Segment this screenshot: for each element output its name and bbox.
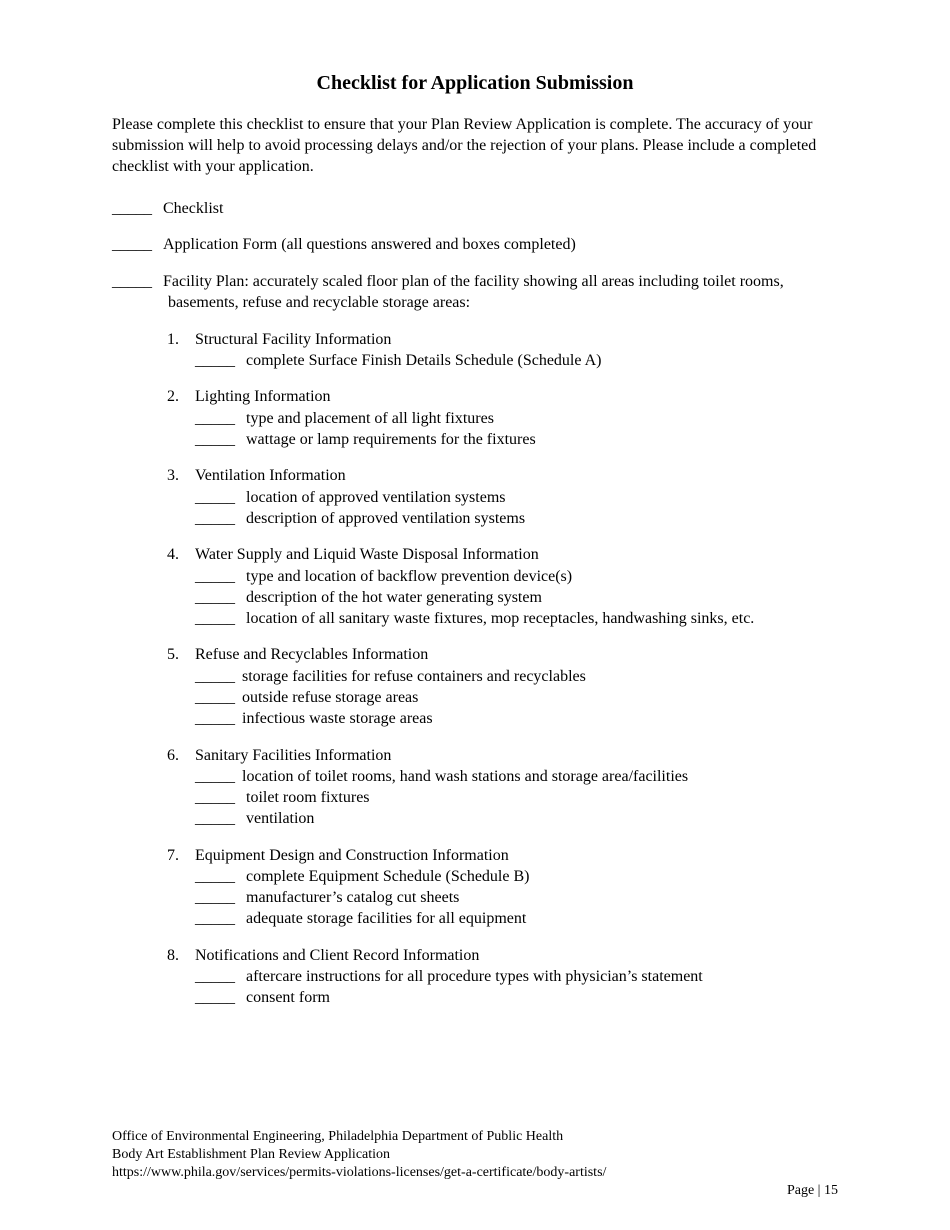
- section-heading: Equipment Design and Construction Information: [195, 847, 509, 864]
- sub-item-label: wattage or lamp requirements for the fixtures: [246, 431, 536, 448]
- sub-item-label: toilet room fixtures: [246, 789, 370, 806]
- page-number: Page | 15: [786, 1183, 838, 1198]
- sub-item-label: storage facilities for refuse containers and recyclables: [242, 668, 586, 685]
- sub-item-label: manufacturer’s catalog cut sheets: [246, 889, 460, 906]
- section-number: 1.: [167, 331, 179, 348]
- sub-item-label: location of all sanitary waste fixtures, mop receptacles, handwashing sinks, etc.: [246, 610, 755, 627]
- blank-line: _____: [195, 768, 235, 785]
- sub-item-label: aftercare instructions for all procedure types with physician’s statement: [246, 968, 703, 985]
- blank-line: _____: [195, 610, 235, 627]
- section-number: 3.: [167, 467, 179, 484]
- section-heading: Lighting Information: [195, 388, 331, 405]
- section-number: 8.: [167, 947, 179, 964]
- sub-item-label: ventilation: [246, 810, 315, 827]
- sub-item-label: complete Equipment Schedule (Schedule B): [246, 868, 530, 885]
- footer-office: Office of Environmental Engineering, Philadelphia Department of Public Health: [112, 1129, 564, 1144]
- section-heading: Water Supply and Liquid Waste Disposal Information: [195, 546, 539, 563]
- sub-item-label: outside refuse storage areas: [242, 689, 419, 706]
- section-heading: Structural Facility Information: [195, 331, 392, 348]
- sub-item-label: infectious waste storage areas: [242, 710, 433, 727]
- sub-item-label: description of the hot water generating system: [246, 589, 542, 606]
- section-heading: Notifications and Client Record Information: [195, 947, 480, 964]
- blank-line: _____: [195, 510, 235, 527]
- section-number: 5.: [167, 646, 179, 663]
- sub-item-label: location of toilet rooms, hand wash stations and storage area/facilities: [242, 768, 689, 785]
- blank-line: _____: [195, 868, 235, 885]
- section-number: 4.: [167, 546, 179, 563]
- section-heading: Refuse and Recyclables Information: [195, 646, 429, 663]
- blank-line: _____: [195, 968, 235, 985]
- page-footer: [112, 1128, 606, 1182]
- blank-line: _____: [195, 689, 235, 706]
- blank-line: _____: [195, 668, 235, 685]
- blank-line: _____: [195, 352, 235, 369]
- page-title: Checklist for Application Submission: [316, 72, 634, 94]
- item-label: Checklist: [163, 200, 224, 217]
- section-heading: Ventilation Information: [195, 467, 346, 484]
- sub-item-label: complete Surface Finish Details Schedule (Schedule A): [246, 352, 602, 369]
- footer-url: https://www.phila.gov/services/permits-violations-licenses/get-a-certificate/body-artists/: [112, 1165, 607, 1180]
- sub-item-label: type and location of backflow prevention device(s): [246, 568, 573, 585]
- sub-item-label: adequate storage facilities for all equipment: [246, 910, 527, 927]
- item-label: Facility Plan: accurately scaled floor plan of the facility showing all areas including toilet rooms,: [163, 273, 784, 290]
- item-label-continuation: basements, refuse and recyclable storage areas:: [168, 294, 471, 311]
- item-label: Application Form (all questions answered and boxes completed): [163, 236, 576, 253]
- footer-application-name: Body Art Establishment Plan Review Application: [112, 1147, 391, 1162]
- blank-line: _____: [195, 410, 235, 427]
- sub-item-label: description of approved ventilation systems: [246, 510, 526, 527]
- blank-line: _____: [112, 200, 152, 217]
- sub-item-label: location of approved ventilation systems: [246, 489, 506, 506]
- blank-line: _____: [195, 710, 235, 727]
- blank-line: _____: [195, 431, 235, 448]
- blank-line: _____: [195, 910, 235, 927]
- section-number: 2.: [167, 388, 179, 405]
- checklist-item-checklist: [112, 198, 842, 219]
- checklist-item-facility-plan: [112, 271, 842, 311]
- blank-line: _____: [195, 568, 235, 585]
- intro-paragraph: Please complete this checklist to ensure that your Plan Review Application is complete. The accuracy of your submission will help to avoid processing delays and/or the rejection of your plans. Please include a completed checklist with your application.: [112, 116, 817, 175]
- blank-line: _____: [112, 273, 152, 290]
- blank-line: _____: [195, 489, 235, 506]
- blank-line: _____: [195, 889, 235, 906]
- section-number: 6.: [167, 747, 179, 764]
- blank-line: _____: [195, 789, 235, 806]
- sub-item-label: type and placement of all light fixtures: [246, 410, 494, 427]
- blank-line: _____: [112, 236, 152, 253]
- section-heading: Sanitary Facilities Information: [195, 747, 392, 764]
- sub-item-label: consent form: [246, 989, 330, 1006]
- section-number: 7.: [167, 847, 179, 864]
- blank-line: _____: [195, 589, 235, 606]
- blank-line: _____: [195, 810, 235, 827]
- blank-line: _____: [195, 989, 235, 1006]
- checklist-item-application-form: [112, 234, 842, 255]
